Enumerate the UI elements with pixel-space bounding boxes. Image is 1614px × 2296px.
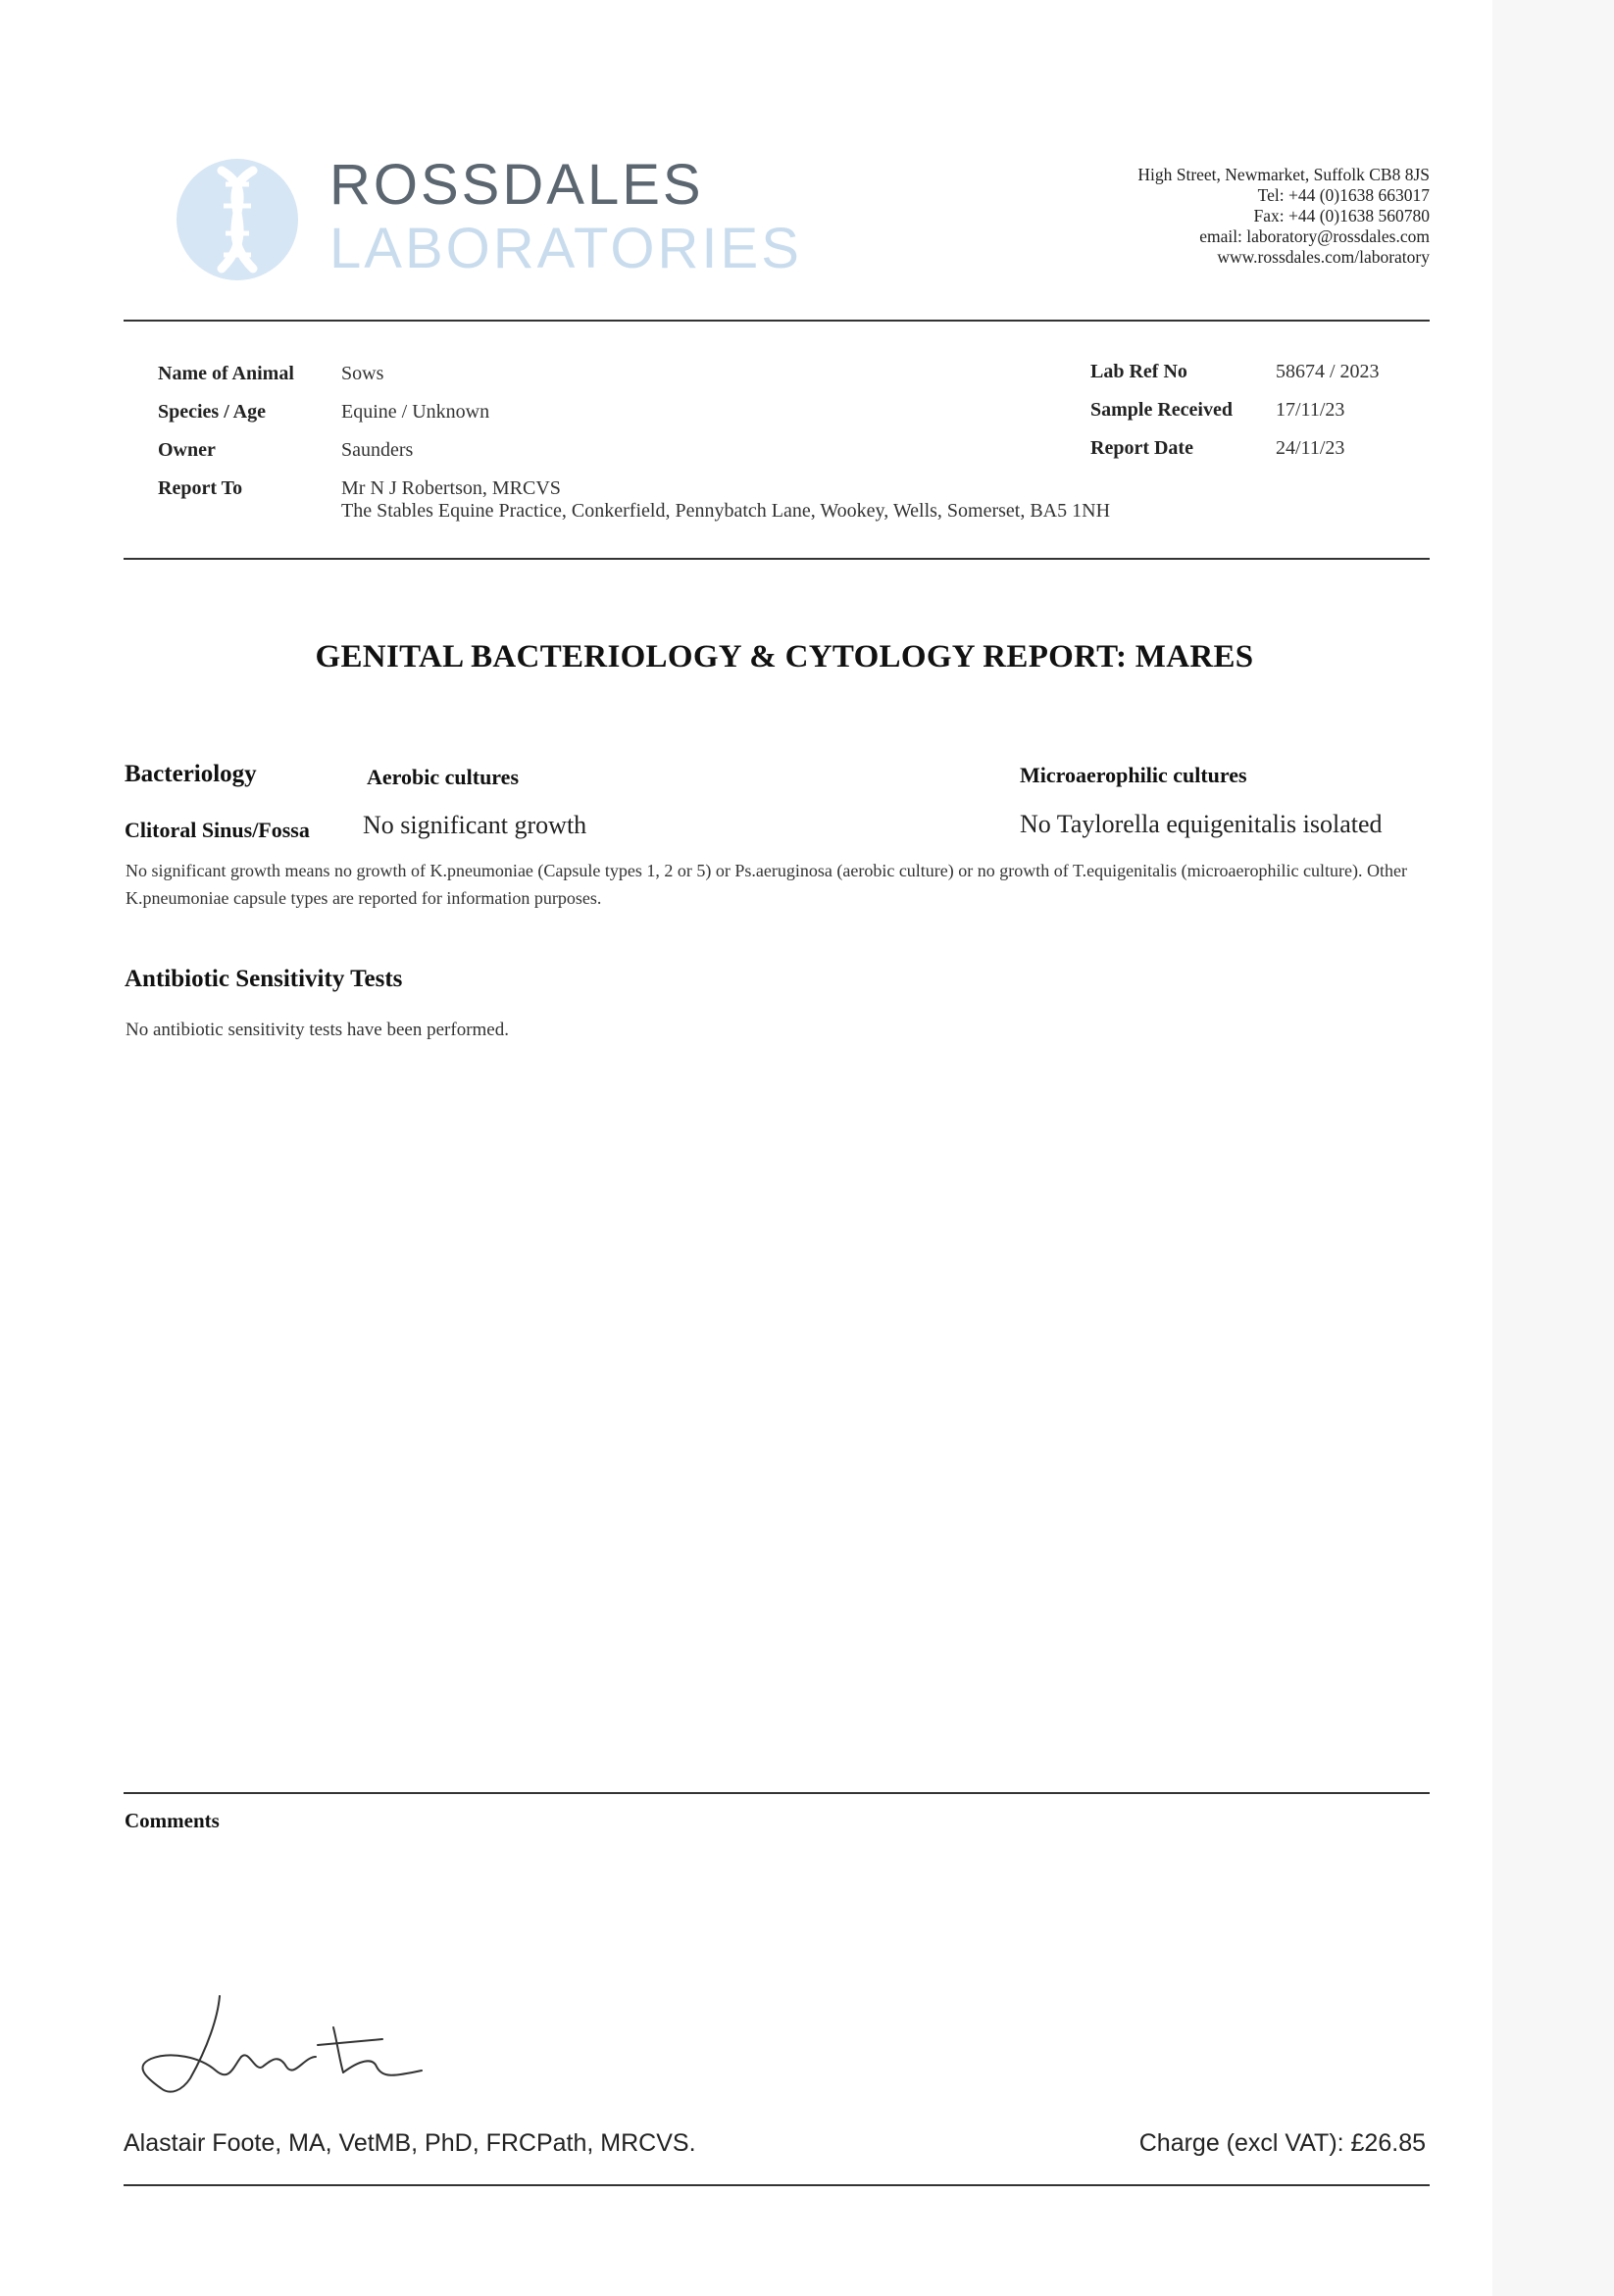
comments-label: Comments (125, 1809, 220, 1832)
report-date-label: Report Date (1090, 437, 1193, 459)
dna-helix-icon (175, 157, 300, 282)
lab-ref-label: Lab Ref No (1090, 361, 1187, 382)
page-edge-shadow (1492, 0, 1614, 2296)
footer-divider (124, 2184, 1430, 2186)
sample-received-label: Sample Received (1090, 399, 1233, 421)
species-age-label: Species / Age (158, 401, 266, 423)
charge-amount: Charge (excl VAT): £26.85 (1138, 2129, 1426, 2157)
bacteriology-heading: Bacteriology (125, 761, 257, 787)
owner-value: Saunders (341, 439, 414, 461)
lab-address-block (1137, 165, 1430, 268)
address-fax: Fax: +44 (0)1638 560780 (1253, 206, 1430, 225)
address-email: email: laboratory@rossdales.com (1199, 226, 1430, 246)
header-divider (124, 320, 1430, 322)
report-title: GENITAL BACTERIOLOGY & CYTOLOGY REPORT: MARES (315, 639, 1254, 674)
interpretation-note: No significant growth means no growth of K.pneumoniae (Capsule types 1, 2 or 5) or Ps.aeruginosa (aerobic culture) or no growth of T.equigenitalis (microaerophilic culture). Other K.pneumoniae capsule types are reported for information purposes. (126, 861, 1407, 908)
microaerophilic-result: No Taylorella equigenitalis isolated (1020, 810, 1383, 838)
report-date-value: 24/11/23 (1276, 437, 1345, 459)
sample-site-label: Clitoral Sinus/Fossa (125, 818, 310, 842)
signatory-name: Alastair Foote, MA, VetMB, PhD, FRCPath, MRCVS. (124, 2129, 696, 2157)
animal-name-value: Sows (341, 363, 384, 384)
info-divider (124, 558, 1430, 560)
microaerophilic-cultures-heading: Microaerophilic cultures (1020, 763, 1247, 787)
owner-label: Owner (158, 439, 216, 461)
address-website: www.rossdales.com/laboratory (1217, 247, 1430, 267)
antibiotic-sensitivity-text: No antibiotic sensitivity tests have been performed. (126, 1020, 509, 1040)
address-phone: Tel: +44 (0)1638 663017 (1257, 185, 1430, 205)
report-to-recipient: Mr N J Robertson, MRCVS (341, 477, 561, 499)
report-to-label: Report To (158, 477, 243, 499)
sample-received-value: 17/11/23 (1276, 399, 1345, 421)
handwritten-signature (131, 1988, 465, 2106)
comments-divider (124, 1792, 1430, 1794)
logo-wordmark-top: ROSSDALES (329, 153, 704, 217)
logo-wordmark-bottom: LABORATORIES (329, 217, 802, 280)
report-to-address: The Stables Equine Practice, Conkerfield, Pennybatch Lane, Wookey, Wells, Somerset, BA5 1NH (341, 500, 1111, 522)
animal-name-label: Name of Animal (158, 363, 294, 384)
species-age-value: Equine / Unknown (341, 401, 490, 423)
antibiotic-sensitivity-heading: Antibiotic Sensitivity Tests (125, 966, 403, 992)
aerobic-cultures-heading: Aerobic cultures (367, 765, 519, 789)
lab-ref-value: 58674 / 2023 (1276, 361, 1380, 382)
address-line: High Street, Newmarket, Suffolk CB8 8JS (1137, 165, 1430, 184)
aerobic-result: No significant growth (363, 811, 587, 839)
